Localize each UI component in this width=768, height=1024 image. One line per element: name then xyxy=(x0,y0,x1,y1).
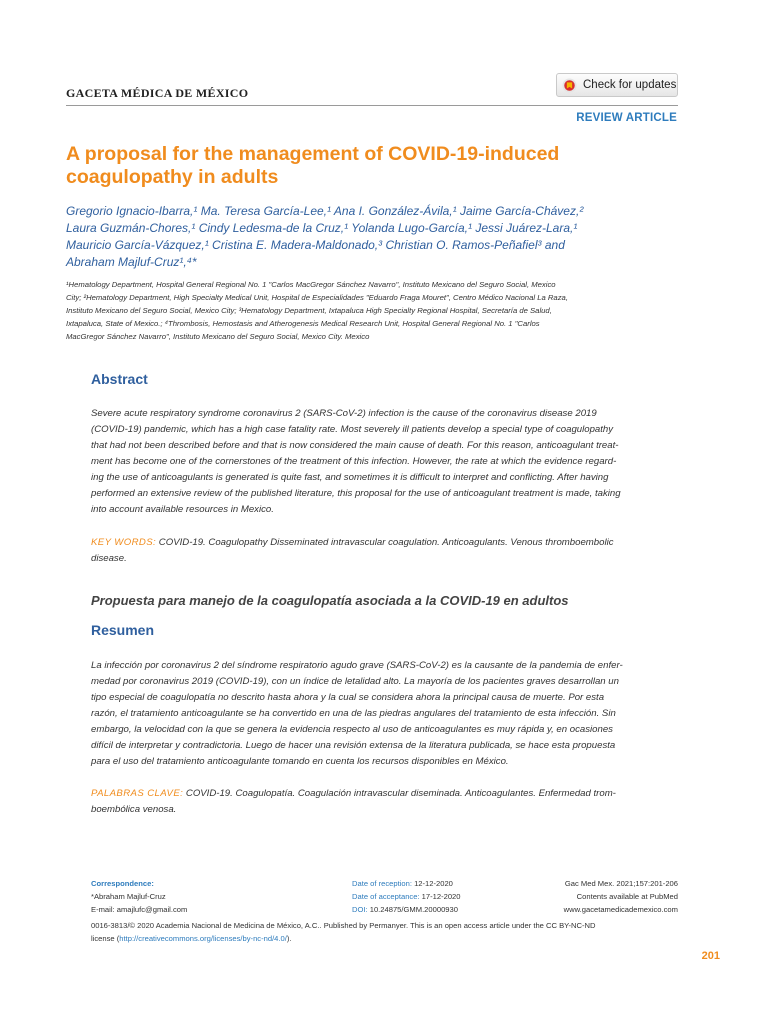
check-for-updates-button[interactable] xyxy=(556,73,678,97)
resumen-line: tipo especial de coagulopatía no descrito hasta ahora y la cual se considera ahora la principal causa de muerte. Por esta xyxy=(91,692,605,703)
reception-value: 12-12-2020 xyxy=(411,879,453,888)
license-link[interactable]: http://creativecommons.org/licenses/by-nc-nd/4.0/ xyxy=(119,934,287,943)
affiliation-line: Ixtapaluca, State of Mexico.; ⁴Thrombosis, Hemostasis and Atherogenesis Medical Research Unit, Hospital General Regional No. 1 "Carlos xyxy=(66,319,540,328)
abstract-body xyxy=(91,406,679,518)
reception-label: Date of reception: xyxy=(352,879,412,888)
journal-website-link[interactable]: www.gacetamedicademexico.com xyxy=(563,905,678,914)
abstract-line: performed an extensive review of the published literature, this proposal for the use of anticoagulant treatment is made, taking xyxy=(91,488,621,499)
resumen-body xyxy=(91,658,679,770)
correspondence-name: *Abraham Majluf-Cruz xyxy=(91,892,166,901)
license-pre: license ( xyxy=(91,934,120,943)
keywords-text-cont: disease. xyxy=(91,553,127,564)
doi-label: DOI: xyxy=(352,905,368,914)
journal-citation: Gac Med Mex. 2021;157:201-206 xyxy=(564,879,678,888)
license-text: 0016-3813/© 2020 Academia Nacional de Medicina de México, A.C.. Published by Permanyer. This is an open access article under the CC BY-NC-ND xyxy=(91,921,596,930)
pubmed-note: Contents available at PubMed xyxy=(576,892,678,901)
palabras-clave-label: PALABRAS CLAVE: xyxy=(91,788,184,799)
correspondence-label: Correspondence: xyxy=(91,879,154,888)
title-line: coagulopathy in adults xyxy=(66,166,279,188)
author-list xyxy=(66,203,678,271)
check-for-updates-label: Check for updates xyxy=(583,79,677,91)
resumen-line: embargo, la velocidad con la que se genera la evidencia respecto al uso de anticoagulantes es muy rápida y, en ocasiones xyxy=(91,724,613,735)
palabras-line xyxy=(91,786,679,802)
license-line-2 xyxy=(91,932,681,945)
affiliations xyxy=(66,278,678,343)
check-for-updates-icon xyxy=(562,78,577,93)
correspondence-block xyxy=(91,877,187,916)
license-block xyxy=(91,919,681,945)
resumen-line: para el uso del tratamiento anticoagulante tomando en cuenta los recursos disponibles en México. xyxy=(91,756,509,767)
abstract-line: Severe acute respiratory syndrome coronavirus 2 (SARS-CoV-2) infection is the cause of the coronavirus disease 2019 xyxy=(91,408,597,419)
abstract-line: ing the use of anticoagulants is generated is quite fast, and sometimes it is difficult to interpret and conflicting. After having xyxy=(91,472,609,483)
resumen-heading: Resumen xyxy=(91,622,155,638)
reception-date xyxy=(352,877,461,890)
article-title xyxy=(66,143,666,189)
palabras-clave-text: COVID-19. Coagulopatía. Coagulación intravascular diseminada. Anticoagulantes. Enfermedad trom- xyxy=(183,788,616,799)
abstract-line: that had not been described before and that is now considered the main cause of death. For this reason, anticoagulant treat- xyxy=(91,440,619,451)
affiliation-line: MacGregor Sánchez Navarro", Instituto Mexicano del Seguro Social, Mexico City. Mexico xyxy=(66,332,370,341)
page-number: 201 xyxy=(701,950,720,962)
affiliation-line: Instituto Mexicano del Seguro Social, Mexico City; ³Hematology Department, Ixtapaluca High Specialty Regional Hospital, Secretaría de Salud, xyxy=(66,306,552,315)
keywords-text: COVID-19. Coagulopathy Disseminated intravascular coagulation. Anticoagulants. Venous thromboembolic xyxy=(156,537,614,548)
resumen-line: medad por coronavirus 2019 (COVID-19), con un índice de letalidad alto. La mayoría de los pacientes graves desarrollan un xyxy=(91,676,619,687)
license-post: ). xyxy=(286,934,292,943)
title-line: A proposal for the management of COVID-19-induced xyxy=(66,143,560,165)
article-type-label: REVIEW ARTICLE xyxy=(576,112,677,124)
resumen-line: La infección por coronavirus 2 del síndrome respiratorio agudo grave (SARS-CoV-2) es la causante de la pandemia de enfer- xyxy=(91,660,623,671)
acceptance-date xyxy=(352,890,461,903)
keywords-line xyxy=(91,535,679,551)
doi-value[interactable]: 10.24875/GMM.20000930 xyxy=(367,905,458,914)
keywords xyxy=(91,535,679,567)
abstract-heading: Abstract xyxy=(91,371,148,387)
dates-block xyxy=(352,877,461,916)
palabras-clave-text-cont: boembólica venosa. xyxy=(91,804,177,815)
acceptance-label: Date of acceptance: xyxy=(352,892,420,901)
abstract-line: (COVID-19) pandemic, which has a high case fatality rate. Most severely ill patients develop a special type of coagulopathy xyxy=(91,424,614,435)
correspondence-email[interactable]: E-mail: amajlufc@gmail.com xyxy=(91,905,188,914)
author-line: Gregorio Ignacio-Ibarra,¹ Ma. Teresa García-Lee,¹ Ana I. González-Ávila,¹ Jaime García-Chávez,² xyxy=(66,204,584,218)
journal-name: GACETA MÉDICA DE MÉXICO xyxy=(66,86,249,100)
citation-block xyxy=(500,877,678,916)
acceptance-value: 17-12-2020 xyxy=(419,892,461,901)
author-line: Mauricio García-Vázquez,¹ Cristina E. Madera-Maldonado,³ Christian O. Ramos-Peñafiel³ and xyxy=(66,238,565,252)
palabras-clave xyxy=(91,786,679,818)
spanish-title: Propuesta para manejo de la coagulopatía asociada a la COVID-19 en adultos xyxy=(91,593,569,608)
doi[interactable] xyxy=(352,903,461,916)
affiliation-line: ¹Hematology Department, Hospital General Regional No. 1 "Carlos MacGregor Sánchez Navarro", Instituto Mexicano del Seguro Social, Mexico xyxy=(66,280,556,289)
author-line: Abraham Majluf-Cruz¹,⁴* xyxy=(66,255,197,269)
abstract-line: into account available resources in Mexico. xyxy=(91,504,274,515)
resumen-line: razón, el tratamiento anticoagulante se ha convertido en una de las piedras angulares del tratamiento de esta infección. Sin xyxy=(91,708,616,719)
keywords-label: KEY WORDS: xyxy=(91,537,157,548)
header-divider xyxy=(66,105,678,106)
abstract-line: ment has become one of the cornerstones of the treatment of this infection. However, the rate at which the evidence regard- xyxy=(91,456,617,467)
author-line: Laura Guzmán-Chores,¹ Cindy Ledesma-de la Cruz,¹ Yolanda Lugo-García,¹ Jessi Juárez-Lara,¹ xyxy=(66,221,578,235)
affiliation-line: City; ²Hematology Department, High Specialty Medical Unit, Hospital de Especialidades "Eduardo Fraga Mouret", Centro Médico Nacional La Raza, xyxy=(66,293,568,302)
resumen-line: difícil de interpretar y contradictoria. Luego de hacer una revisión extensa de la literatura publicada, se hace esta propuesta xyxy=(91,740,616,751)
